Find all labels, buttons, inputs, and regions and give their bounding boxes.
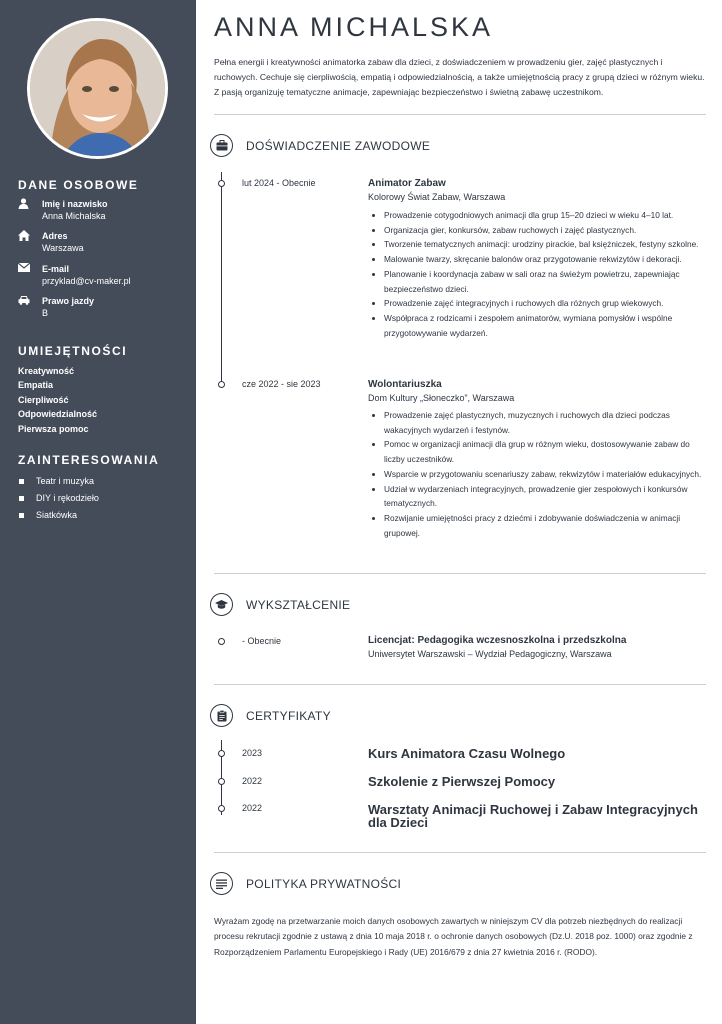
certificate-title: Kurs Animatora Czasu Wolnego: [368, 746, 566, 761]
skill-item: Cierpliwość: [18, 395, 69, 405]
job-bullets: [368, 208, 708, 340]
experience-heading: DOŚWIADCZENIE ZAWODOWE: [246, 139, 431, 153]
timeline-dot: [218, 180, 225, 187]
job-company: Kolorowy Świat Zabaw, Warszawa: [368, 192, 506, 202]
bullet-square-icon: [19, 496, 24, 501]
job-company: Dom Kultury „Słoneczko”, Warszawa: [368, 393, 515, 403]
person-icon: [18, 198, 42, 212]
skill-item: Empatia: [18, 380, 54, 390]
name-label: Imię i nazwisko: [42, 199, 108, 209]
personal-name-row: [18, 198, 188, 222]
email-value: przyklad@cv-maker.pl: [42, 276, 131, 286]
job-title: Animator Zabaw: [368, 178, 446, 189]
profile-summary: Pełna energii i kreatywności animatorka zabaw dla dzieci, z doświadczeniem w prowadzeniu gier, zajęć plastycznych i ruchowych. Cechuje się cierpliwością, empatią i odpowiedzialnością, a także umiejętnością pracy z grupą dzieci w różnym wieku. Z pasją organizuję tematyczne animacje, zapewniając bezpieczeństwo i świetną zabawę uczestnikom.: [214, 57, 705, 97]
education-school: Uniwersytet Warszawski – Wydział Pedagogiczny, Warszawa: [368, 649, 612, 659]
list-item: Wsparcie w przygotowaniu scenariuszy zabaw, rekwizytów i materiałów edukacyjnych.: [368, 467, 708, 482]
address-value: Warszawa: [42, 243, 84, 253]
personal-address-row: [18, 230, 188, 254]
license-label: Prawo jazdy: [42, 296, 95, 306]
education-title: Licencjat: Pedagogika wczesnoszkolna i przedszkolna: [368, 635, 627, 646]
interest-item: [18, 476, 94, 486]
list-item: Pomoc w organizacji animacji dla grup w różnym wieku, dostosowywanie zabaw do liczby uczestników.: [368, 437, 708, 466]
list-item: Prowadzenie zajęć integracyjnych i ruchowych dla różnych grup wiekowych.: [368, 296, 708, 311]
job-title: Wolontariuszka: [368, 379, 442, 390]
certificate-title: Szkolenie z Pierwszej Pomocy: [368, 774, 556, 789]
graduation-cap-icon: [210, 593, 233, 616]
divider: [214, 852, 706, 853]
divider: [214, 573, 706, 574]
timeline-dot: [218, 750, 225, 757]
privacy-text: Wyrażam zgodę na przetwarzanie moich danych osobowych zawartych w niniejszym CV dla potrzeb niezbędnych do realizacji procesu rekrutacji zgodnie z ustawą z dnia 10 maja 2018 r. o ochronie danych osobowych (Dz.U. 2018 poz. 1000) oraz zgodnie z Rozporządzeniem Parlamentu Europejskiego i Rady (UE) 2016/679 z dnia 27 kwietnia 2016 r. (RODO).: [214, 916, 693, 957]
education-heading: WYKSZTAŁCENIE: [246, 598, 351, 612]
license-value: B: [42, 308, 49, 318]
timeline-dot: [218, 778, 225, 785]
list-item: Organizacja gier, konkursów, zabaw ruchowych i zajęć plastycznych.: [368, 223, 708, 238]
certificate-title: Warsztaty Animacji Ruchowej i Zabaw Integracyjnych dla Dzieci: [368, 802, 698, 830]
job-date: lut 2024 - Obecnie: [242, 178, 316, 188]
skill-item: Kreatywność: [18, 366, 75, 376]
list-item: Współpraca z rodzicami i zespołem animatorów, wymiana pomysłów i wspólne przygotowywanie wydarzeń.: [368, 311, 708, 340]
list-item: Rozwijanie umiejętności pracy z dziećmi i zdobywanie doświadczenia w animacji grupowej.: [368, 511, 708, 540]
email-label: E-mail: [42, 264, 70, 274]
profile-photo: [27, 18, 168, 159]
document-lines-icon: [210, 872, 233, 895]
sidebar: [0, 0, 196, 1024]
name-value: Anna Michalska: [42, 211, 106, 221]
clipboard-icon: [210, 704, 233, 727]
interest-item: [18, 493, 99, 503]
personal-heading: DANE OSOBOWE: [18, 178, 139, 192]
list-item: Malowanie twarzy, skręcanie balonów oraz przygotowanie rekwizytów i dekoracji.: [368, 252, 708, 267]
list-item: Tworzenie tematycznych animacji: urodziny pirackie, bal księżniczek, festyny szkolne.: [368, 237, 708, 252]
bullet-square-icon: [19, 513, 24, 518]
certificate-year: 2023: [242, 748, 263, 758]
interest-label: Teatr i muzyka: [36, 476, 95, 486]
divider: [214, 114, 706, 115]
certificate-year: 2022: [242, 803, 263, 813]
divider: [214, 684, 706, 685]
privacy-heading: POLITYKA PRYWATNOŚCI: [246, 877, 402, 891]
home-icon: [18, 230, 42, 244]
timeline-dot: [218, 381, 225, 388]
timeline-dot: [218, 805, 225, 812]
timeline-dot: [218, 638, 225, 645]
list-item: Udział w wydarzeniach integracyjnych, prowadzenie gier zespołowych i konkursów tematycznych.: [368, 482, 708, 511]
interest-item: [18, 510, 77, 520]
list-item: Planowanie i koordynacja zabaw w sali oraz na świeżym powietrzu, zapewniając bezpieczeństwo dzieci.: [368, 267, 708, 296]
list-item: Prowadzenie zajęć plastycznych, muzycznych i ruchowych dla dzieci podczas wakacyjnych wydarzeń i festynów.: [368, 408, 708, 437]
interest-label: DIY i rękodzieło: [36, 493, 99, 503]
list-item: Prowadzenie cotygodniowych animacji dla grup 15–20 dzieci w wieku 4–10 lat.: [368, 208, 708, 223]
bullet-square-icon: [19, 479, 24, 484]
address-label: Adres: [42, 231, 68, 241]
envelope-icon: [18, 263, 42, 277]
interest-label: Siatkówka: [36, 510, 78, 520]
skill-item: Odpowiedzialność: [18, 409, 98, 419]
personal-license-row: [18, 295, 188, 319]
skill-item: Pierwsza pomoc: [18, 424, 89, 434]
car-icon: [18, 295, 42, 309]
job-bullets: [368, 408, 708, 540]
briefcase-icon: [210, 134, 233, 157]
certificates-heading: CERTYFIKATY: [246, 709, 331, 723]
timeline-line: [221, 172, 222, 386]
interests-heading: ZAINTERESOWANIA: [18, 453, 160, 467]
skills-heading: UMIEJĘTNOŚCI: [18, 344, 128, 358]
education-date: - Obecnie: [242, 636, 282, 646]
certificate-year: 2022: [242, 776, 263, 786]
candidate-name: ANNA MICHALSKA: [214, 12, 494, 42]
job-date: cze 2022 - sie 2023: [242, 379, 321, 389]
personal-email-row: [18, 263, 188, 287]
